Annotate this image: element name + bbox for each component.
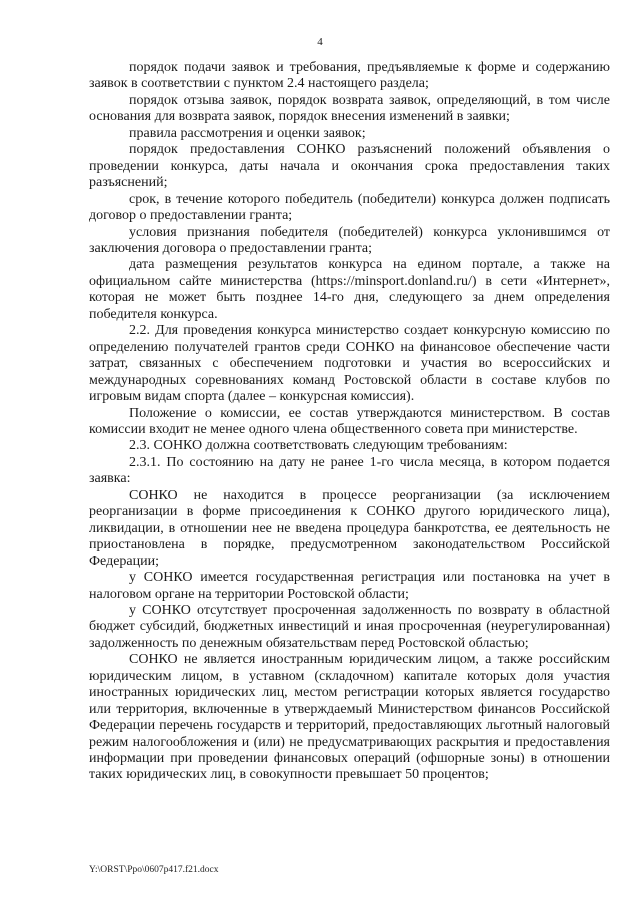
paragraph: у СОНКО имеется государственная регистрация или постановка на учет в налоговом органе на территории Ростовской области; — [89, 570, 610, 602]
paragraph: правила рассмотрения и оценки заявок; — [129, 125, 366, 141]
paragraph: СОНКО не является иностранным юридическим лицом, а также российским юридическим лицом, в уставном (складочном) капитале которых доля участия иностранных юридических лиц, местом регистрации которых является государство или территория, включенные в утверждаемый Министерством финансов Российской Федерации перечень государств и территорий, предоставляющих льготный налоговый режим налогообложения и (или) не предусматривающих раскрытия и предоставления информации при проведении финансовых операций (офшорные зоны) в отношении таких юридических лиц, в совокупности превышает 50 процентов; — [89, 652, 610, 783]
paragraph: порядок предоставления СОНКО разъяснений положений объявления о проведении конкурса, даты начала и окончания срока предоставления таких разъяснений; — [89, 142, 610, 191]
paragraph: СОНКО не находится в процессе реорганизации (за исключением реорганизации в форме присоединения к СОНКО другого юридического лица), ликвидации, в отношении нее не введена процедура банкротства, ее деятельность не приостановлена в порядке, предусмотренном законодательством Российской Федерации; — [89, 487, 610, 569]
document-body — [89, 60, 610, 784]
paragraph: порядок подачи заявок и требования, предъявляемые к форме и содержанию заявок в соответствии с пунктом 2.4 настоящего раздела; — [89, 60, 610, 92]
paragraph: 2.3.1. По состоянию на дату не ранее 1-го числа месяца, в котором подается заявка: — [89, 454, 610, 487]
paragraph: срок, в течение которого победитель (победители) конкурса должен подписать договор о предоставлении гранта; — [89, 191, 610, 224]
paragraph: условия признания победителя (победителей) конкурса уклонившимся от заключения договора о предоставлении гранта; — [89, 224, 610, 256]
footer-file-path: Y:\ORST\Ppo\0607p417.f21.docx — [89, 865, 219, 875]
paragraph: 2.3. СОНКО должна соответствовать следующим требованиям: — [129, 438, 508, 454]
paragraph: дата размещения результатов конкурса на едином портале, а также на официальном сайте министерства (https://minsport.donland.ru/) в сети «Интернет», которая не может быть позднее 14-го дня, следующего за днем определения победителя конкурса. — [89, 257, 610, 322]
paragraph: Положение о комиссии, ее состав утверждаются министерством. В состав комиссии входит не менее одного члена общественного совета при министерстве. — [89, 405, 610, 437]
page-number: 4 — [317, 36, 323, 48]
paragraph: 2.2. Для проведения конкурса министерство создает конкурсную комиссию по определению получателей грантов среди СОНКО на финансовое обеспечение части затрат, связанных с обеспечением подготовки и участия во всероссийских и международных соревнованиях команд Ростовской области в составе клубов по игровым видам спорта (далее – конкурсная комиссия). — [89, 323, 610, 405]
paragraph: порядок отзыва заявок, порядок возврата заявок, определяющий, в том числе основания для возврата заявок, порядок внесения изменений в заявки; — [89, 92, 610, 125]
paragraph: у СОНКО отсутствует просроченная задолженность по возврату в областной бюджет субсидий, бюджетных инвестиций и иная просроченная (неурегулированная) задолженность по денежным обязательствам перед Ростовской областью; — [89, 602, 610, 651]
